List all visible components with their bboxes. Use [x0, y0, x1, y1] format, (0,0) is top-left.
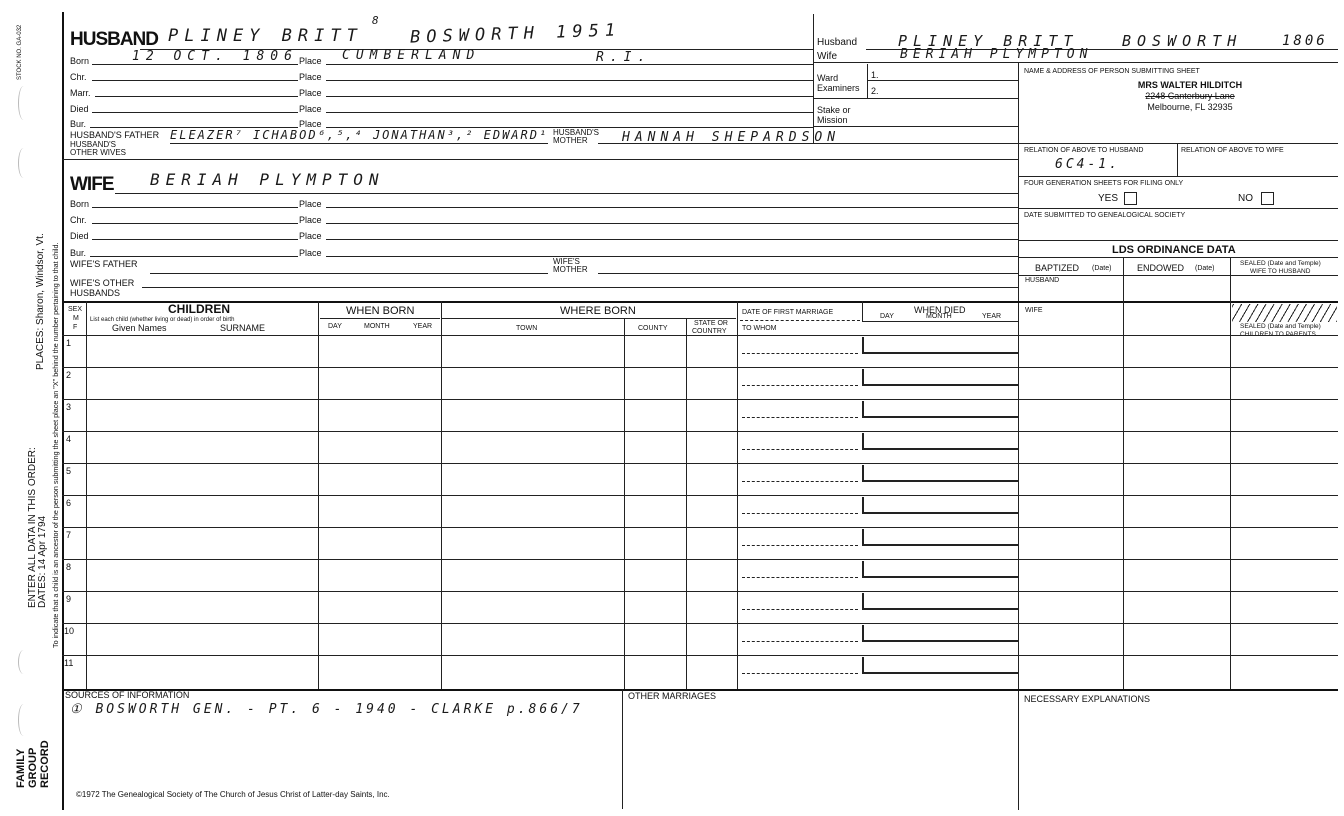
relation-handwritten: 6C4-1. — [1055, 157, 1120, 172]
hatched-cell — [1232, 304, 1337, 322]
husbands-other-label-2: OTHER WIVES — [70, 148, 127, 157]
rel-husband-label: RELATION OF ABOVE TO HUSBAND — [1024, 147, 1144, 154]
punch-mark — [18, 650, 29, 674]
husband-given-handwritten: PLINEY BRITT — [168, 26, 363, 46]
children-list-note: List each child (whether living or dead) in order of birth — [90, 317, 235, 323]
year-header: YEAR — [413, 323, 433, 330]
wife-bur-label: Bur. — [70, 248, 87, 258]
died-label: Died — [70, 104, 89, 114]
lds-title: LDS ORDINANCE DATA — [1112, 244, 1236, 256]
dates-note: DATES: 14 Apr 1794 — [37, 515, 48, 608]
stake-label-2: Mission — [817, 115, 848, 125]
husband-surname-handwritten: BOSWORTH 1951 — [409, 20, 622, 48]
baptized-label: BAPTIZED — [1035, 263, 1080, 273]
sources-handwritten: ① BOSWORTH GEN. - PT. 6 - 1940 - CLARKE p.866/7 — [70, 702, 583, 717]
rel-wife-label: RELATION OF ABOVE TO WIFE — [1181, 147, 1284, 154]
state-header-2: COUNTRY — [692, 328, 727, 335]
copyright-text: ©1972 The Genealogical Society of The Church of Jesus Christ of Latter-day Saints, Inc. — [76, 790, 390, 799]
child-row-10[interactable]: 10 — [64, 626, 75, 636]
day-header: DAY — [328, 323, 342, 330]
yes-checkbox[interactable] — [1124, 192, 1137, 205]
born-label: Born — [70, 56, 90, 66]
r-husband-label: Husband — [817, 37, 858, 48]
no-checkbox[interactable] — [1261, 192, 1274, 205]
born-date-handwritten: 12 OCT. 1806 — [132, 49, 298, 64]
husband-heading: HUSBAND — [70, 29, 158, 50]
sealed-label-1: SEALED (Date and Temple) — [1240, 260, 1321, 267]
explanations-label: NECESSARY EXPLANATIONS — [1024, 694, 1151, 704]
died-place-label: Place — [299, 104, 322, 114]
examiners-label: Examiners — [817, 83, 860, 93]
record-title-2: GROUP — [27, 747, 39, 788]
sealed-children-1: SEALED (Date and Temple) — [1240, 323, 1321, 330]
submitter-title: NAME & ADDRESS OF PERSON SUBMITTING SHEET — [1024, 68, 1200, 75]
wife-born-label: Born — [70, 199, 90, 209]
husbands-father-handwritten: ELEAZER⁷ ICHABOD⁶,⁵,⁴ JONATHAN³,² EDWARD¹ — [170, 128, 549, 142]
to-whom-header: TO WHOM — [742, 325, 777, 332]
born-place-handwritten: CUMBERLAND — [342, 48, 481, 63]
wifes-mother-label-1: WIFE'S — [553, 257, 580, 266]
sealed-children-2: CHILDREN TO PARENTS — [1240, 331, 1316, 338]
wife-died-place-label: Place — [299, 231, 322, 241]
sealed-label-2: WIFE TO HUSBAND — [1250, 268, 1311, 275]
wife-chr-place-label: Place — [299, 215, 322, 225]
chr-label: Chr. — [70, 72, 87, 82]
r-wife-handwritten: BERIAH PLYMPTON — [900, 47, 1093, 62]
stock-number: STOCK NO. GA-032 — [17, 24, 23, 80]
chr-place-label: Place — [299, 72, 322, 82]
children-top-line — [62, 301, 1338, 303]
punch-mark — [18, 704, 29, 736]
where-born-header: WHERE BORN — [560, 305, 636, 317]
places-note: PLACES: Sharon, Windsor, Vt. — [35, 233, 46, 370]
child-row-5[interactable]: 5 — [66, 466, 72, 476]
first-marriage-header: DATE OF FIRST MARRIAGE — [742, 309, 834, 316]
died-year-header: YEAR — [982, 313, 1002, 320]
bur-place-label: Place — [299, 119, 322, 129]
child-row-9[interactable]: 9 — [66, 594, 72, 604]
child-row-11[interactable]: 11 — [64, 658, 74, 668]
born-state-handwritten: R.I. — [596, 50, 652, 65]
wifes-other-label-1: WIFE'S OTHER — [70, 278, 135, 288]
marr-place-label: Place — [299, 88, 322, 98]
record-title-1: FAMILY — [15, 748, 27, 788]
child-row-2[interactable]: 2 — [66, 370, 72, 380]
submitter-name: MRS WALTER HILDITCH — [1137, 80, 1243, 90]
wife-died-label: Died — [70, 231, 89, 241]
husbands-mother-handwritten: HANNAH SHEPARDSON — [622, 130, 841, 145]
other-marriages-label: OTHER MARRIAGES — [628, 691, 717, 701]
husband-superscript: 8 — [372, 14, 385, 27]
wifes-father-label: WIFE'S FATHER — [70, 259, 138, 269]
husbands-father-label: HUSBAND'S FATHER — [70, 130, 160, 140]
punch-mark — [18, 148, 29, 178]
child-row-1[interactable]: 1 — [66, 338, 72, 348]
wife-bur-place-label: Place — [299, 248, 322, 258]
r-husband-number-handwritten: 1806 — [1282, 33, 1328, 49]
endowed-label: ENDOWED — [1137, 263, 1184, 273]
month-header: MONTH — [364, 323, 390, 330]
wifes-mother-label-2: MOTHER — [553, 265, 588, 274]
wife-chr-label: Chr. — [70, 215, 87, 225]
died-month-header: MONTH — [926, 313, 952, 320]
sources-label: SOURCES OF INFORMATION — [65, 690, 190, 700]
sex-f: F — [73, 324, 78, 331]
child-row-8[interactable]: 8 — [66, 562, 72, 572]
children-heading: CHILDREN — [168, 302, 230, 316]
child-row-6[interactable]: 6 — [66, 498, 72, 508]
frame-divider-main — [813, 14, 814, 144]
when-born-header: WHEN BORN — [346, 305, 415, 317]
died-day-header: DAY — [880, 313, 894, 320]
wifes-other-label-2: HUSBANDS — [70, 288, 121, 298]
wife-heading: WIFE — [70, 174, 114, 195]
examiner-1-num: 1. — [871, 70, 879, 80]
submitter-city: Melbourne, FL 32935 — [1147, 102, 1233, 112]
wife-name-handwritten: BERIAH PLYMPTON — [150, 170, 385, 189]
child-row-7[interactable]: 7 — [66, 530, 72, 540]
sex-header: SEX — [68, 306, 83, 313]
enter-order-note: ENTER ALL DATA IN THIS ORDER: — [27, 447, 38, 608]
punch-mark — [18, 86, 29, 120]
r-husband-given-handwritten: PLINEY BRITT — [898, 32, 1079, 50]
record-title-3: RECORD — [39, 740, 51, 788]
husbands-other-label-1: HUSBAND'S — [70, 140, 116, 149]
r-husband-surname-handwritten: BOSWORTH — [1122, 32, 1243, 50]
r-wife-label: Wife — [817, 51, 837, 62]
lds-wife-row: WIFE — [1025, 307, 1043, 314]
ward-label: Ward — [817, 73, 839, 83]
given-names-header: Given Names — [112, 323, 167, 333]
child-row-4[interactable]: 4 — [66, 434, 72, 444]
examiner-2-num: 2. — [871, 86, 879, 96]
sex-m: M — [73, 315, 79, 322]
born-place-label: Place — [299, 56, 322, 66]
top-right-line — [813, 62, 1338, 63]
endowed-date-label: (Date) — [1195, 265, 1215, 272]
stake-label-1: Stake or — [817, 105, 851, 115]
ancestor-instruction: To indicate that a child is an ancestor of the person submitting the sheet place an "X" behind the number pertaining to that child. — [51, 242, 60, 648]
husbands-mother-label-1: HUSBAND'S — [553, 128, 599, 137]
bur-label: Bur. — [70, 119, 87, 129]
husbands-mother-label-2: MOTHER — [553, 136, 588, 145]
state-header-1: STATE OR — [694, 320, 728, 327]
frame-divider-right — [1018, 62, 1019, 810]
when-died-header: WHEN DIED — [914, 305, 966, 315]
four-gen-label: FOUR GENERATION SHEETS FOR FILING ONLY — [1024, 180, 1184, 187]
yes-label: YES — [1098, 193, 1119, 204]
marr-label: Marr. — [70, 88, 91, 98]
town-header: TOWN — [516, 325, 538, 332]
surname-header: SURNAME — [220, 323, 266, 333]
date-submitted-label: DATE SUBMITTED TO GENEALOGICAL SOCIETY — [1024, 212, 1186, 219]
wife-born-place-label: Place — [299, 199, 322, 209]
submitter-street: 2248 Canterbury Lane — [1145, 91, 1235, 101]
lds-husband-row: HUSBAND — [1025, 277, 1060, 284]
child-row-3[interactable]: 3 — [66, 402, 72, 412]
no-label: NO — [1238, 193, 1253, 204]
county-header: COUNTY — [638, 325, 668, 332]
baptized-date-label: (Date) — [1092, 265, 1112, 272]
